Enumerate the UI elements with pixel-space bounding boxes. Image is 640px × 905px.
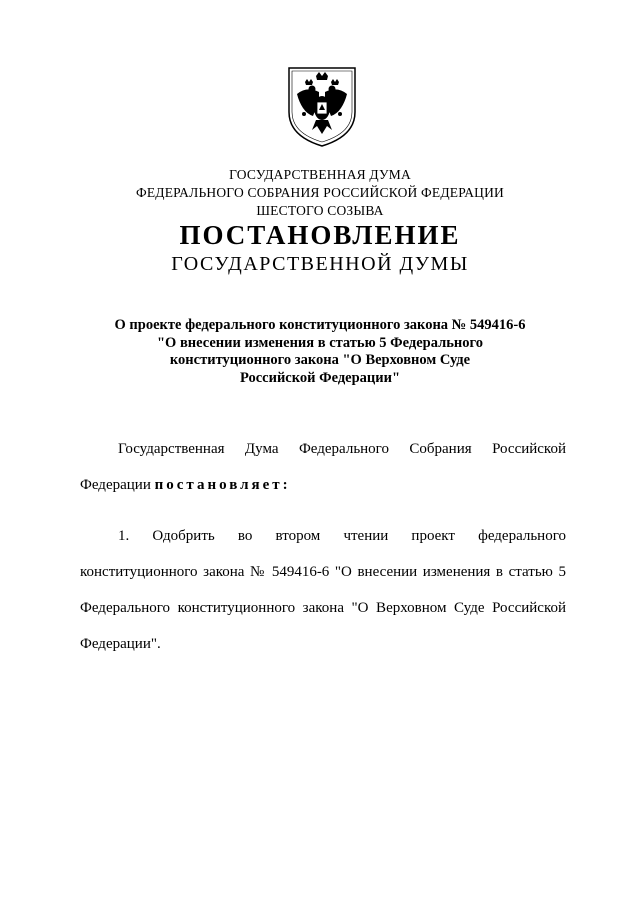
header-line-convocation: ШЕСТОГО СОЗЫВА — [256, 203, 384, 218]
subject-line: О проекте федерального конституционного закона № 549416-6 — [114, 317, 526, 333]
document-subtitle: ГОСУДАРСТВЕННОЙ ДУМЫ — [171, 253, 469, 275]
body-text: Федерации — [80, 477, 155, 493]
subject-line: "О внесении изменения в статью 5 Федерального — [157, 334, 483, 351]
document-title: ПОСТАНОВЛЕНИЕ — [179, 220, 461, 250]
subject-line: Российской Федерации" — [239, 369, 401, 386]
body-line: 1. Одобрить во втором чтении проект федерального — [118, 528, 566, 544]
header-line-assembly: ФЕДЕРАЛЬНОГО СОБРАНИЯ РОССИЙСКОЙ ФЕДЕРАЦИИ — [136, 185, 504, 200]
subject-line: конституционного закона "О Верховном Суде — [169, 352, 471, 368]
subject-block — [0, 317, 640, 387]
body-line — [80, 477, 566, 494]
coat-of-arms-icon — [283, 64, 361, 150]
resolution-verb: постановляет: — [154, 477, 291, 493]
body-line: Государственная Дума Федерального Собрания Российской — [118, 441, 566, 457]
issuer-header — [0, 166, 640, 220]
body-line: Федерации". — [80, 636, 161, 652]
body-line: конституционного закона № 549416-6 "О внесении изменения в статью 5 — [80, 564, 566, 580]
header-line-duma: ГОСУДАРСТВЕННАЯ ДУМА — [229, 167, 411, 182]
body-line: Федерального конституционного закона "О Верховном Суде Российской — [80, 600, 566, 616]
